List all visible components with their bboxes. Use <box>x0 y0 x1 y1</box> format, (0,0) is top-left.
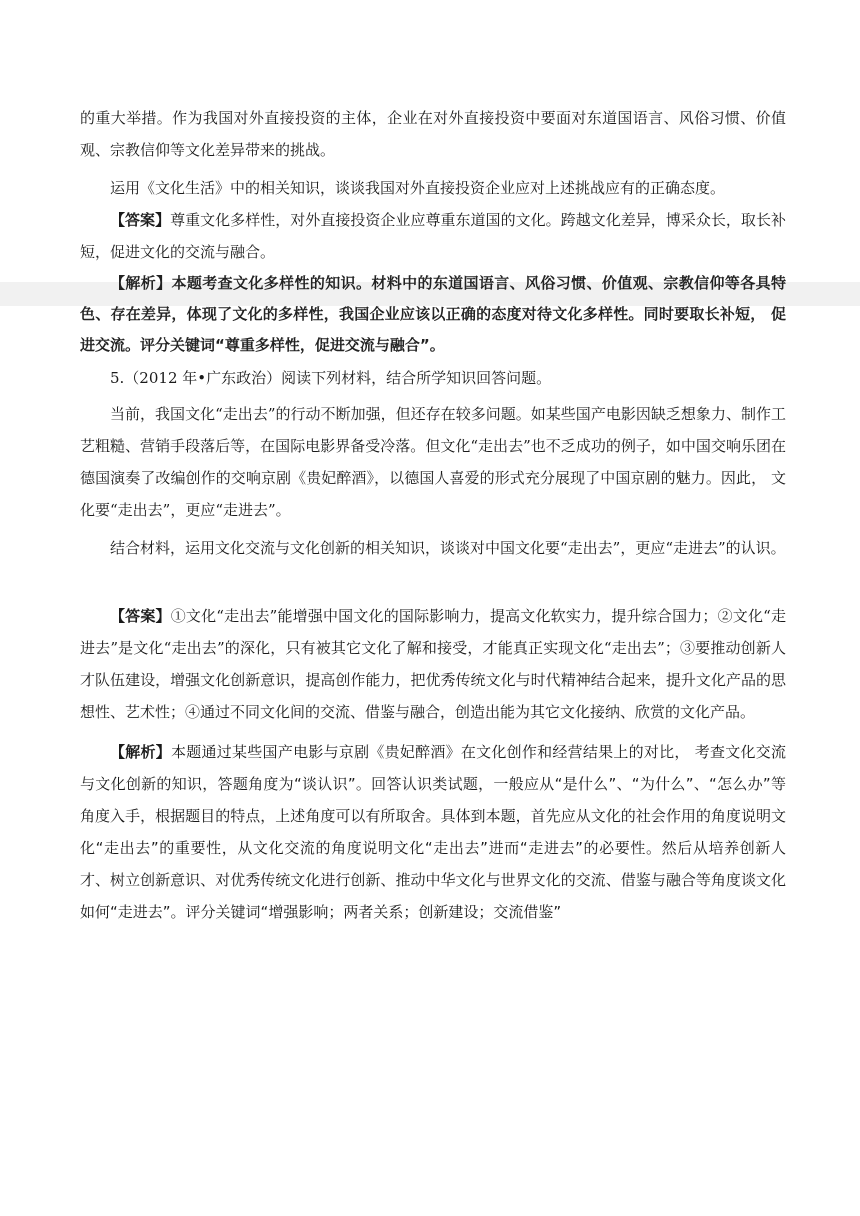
paragraph-analysis-2 <box>80 736 786 928</box>
paragraph-question-5: 结合材料，运用文化交流与文化创新的相关知识，谈谈对中国文化要“走出去”，更应“走进去”的认识。 <box>110 539 786 557</box>
answer-text: 尊重文化多样性，对外直接投资企业应尊重东道国的文化。跨越文化差异，博采众长，取长补短，促进文化的交流与融合。 <box>80 211 786 261</box>
paragraph-answer-2 <box>80 600 786 728</box>
paragraph-question-5-heading: 5.（2012 年•广东政治）阅读下列材料，结合所学知识回答问题。 <box>110 369 552 387</box>
answer-label: 【答案】 <box>110 607 171 625</box>
answer-text: ①文化“走出去”能增强中国文化的国际影响力，提高文化软实力，提升综合国力；②文化“走进去”是文化“走出去”的深化，只有被其它文化了解和接受，才能真正实现文化“走出去”；③要推动创新人才队伍建设，增强文化创新意识，提高创作能力，把优秀传统文化与时代精神结合起来，提升文化产品的思想性、艺术性；④通过不同文化间的交流、借鉴与融合，创造出能为其它文化接纳、欣赏的文化产品。 <box>80 607 786 721</box>
answer-label: 【答案】 <box>110 211 171 229</box>
paragraph-question: 运用《文化生活》中的相关知识，谈谈我国对外直接投资企业应对上述挑战应有的正确态度。 <box>110 179 726 197</box>
paragraph-context: 的重大举措。作为我国对外直接投资的主体，企业在对外直接投资中要面对东道国语言、风俗习惯、价值观、宗教信仰等文化差异带来的挑战。 <box>80 109 786 159</box>
analysis-text: 本题通过某些国产电影与京剧《贵妃醉酒》在文化创作和经营结果上的对比， 考查文化交流与文化创新的知识，答题角度为“谈认识”。回答认识类试题，一般应从“是什么”、“为什么”、“怎么办”等角度入手，根据题目的特点，上述角度可以有所取舍。具体到本题，首先应从文化的社会作用的角度说明文化“走出去”的重要性，从文化交流的角度说明文化“走出去”进而“走进去”的必要性。然后从培养创新人才、树立创新意识、对优秀传统文化进行创新、推动中华文化与世界文化的交流、借鉴与融合等角度谈文化如何“走进去”。评分关键词“增强影响；两者关系；创新建设；交流借鉴” <box>80 743 786 921</box>
paragraph-answer-1 <box>80 204 786 268</box>
analysis-label: 【解析】 <box>110 274 172 292</box>
analysis-text: 本题考查文化多样性的知识。材料中的东道国语言、风俗习惯、价值观、宗教信仰等各具特色、存在差异，体现了文化的多样性，我国企业应该以正确的态度对待文化多样性。同时要取长补短， 促进交流。评分关键词“尊重多样性，促进交流与融合”。 <box>80 274 786 354</box>
paragraph-material: 当前，我国文化“走出去”的行动不断加强，但还存在较多问题。如某些国产电影因缺乏想象力、制作工艺粗糙、营销手段落后等，在国际电影界备受冷落。但文化“走出去”也不乏成功的例子，如中国交响乐团在德国演奏了改编创作的交响京剧《贵妃醉酒》，以德国人喜爱的形式充分展现了中国京剧的魅力。因此， 文化要“走出去”，更应“走进去”。 <box>80 405 786 519</box>
analysis-label: 【解析】 <box>110 743 172 761</box>
paragraph-analysis-1 <box>80 268 786 361</box>
